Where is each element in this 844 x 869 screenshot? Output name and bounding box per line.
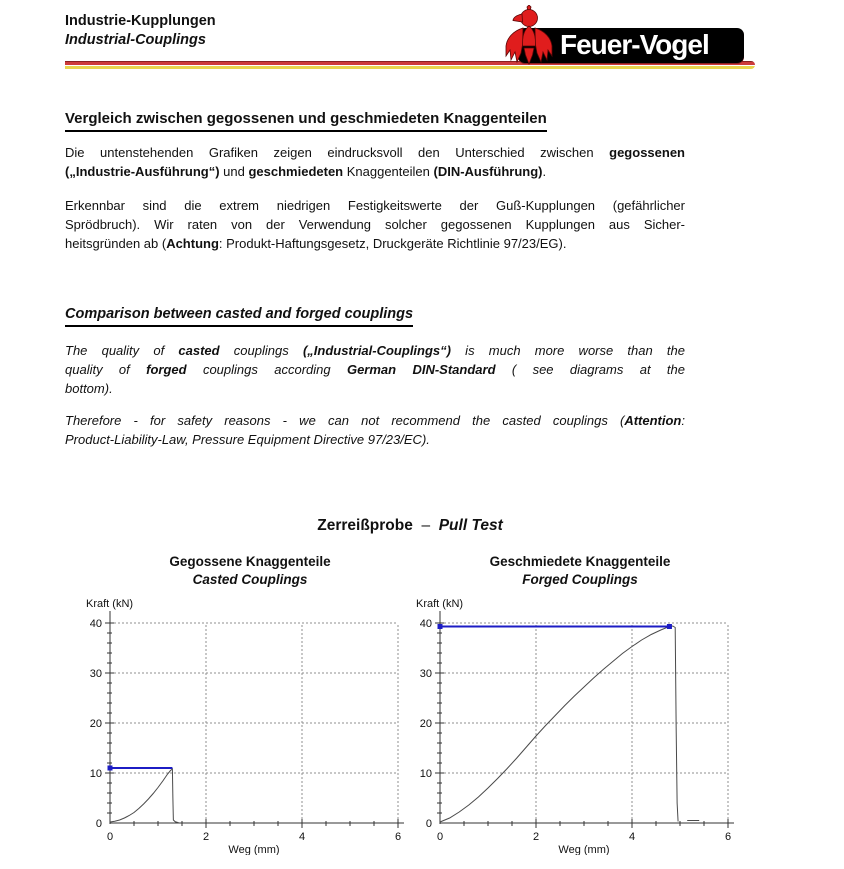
- svg-text:20: 20: [89, 718, 102, 730]
- text-line: Erkennbar sind die extrem niedrigen Festigkeitswerte der Guß-Kupplungen (gefährlicher: [65, 198, 685, 213]
- svg-text:10: 10: [419, 768, 432, 780]
- svg-text:20: 20: [419, 718, 432, 730]
- chart-casted-title-en: Casted Couplings: [192, 572, 308, 587]
- feuer-vogel-bird-icon: [502, 5, 556, 65]
- text-line: Therefore - for safety reasons - we can not recommend the casted couplings (Attention:: [65, 413, 685, 428]
- text-line: Die untenstehenden Grafiken zeigen eindrucksvoll den Unterschied zwischen gegossenen: [65, 145, 685, 160]
- logo-wordmark: Feuer-Vogel: [560, 29, 709, 60]
- text-line: Sprödbruch). Wir raten von der Verwendung solcher gegossenen Kupplungen aus Sicher-: [65, 217, 685, 232]
- svg-text:Kraft (kN): Kraft (kN): [86, 598, 134, 610]
- svg-text:2: 2: [532, 831, 540, 843]
- svg-text:10: 10: [89, 768, 102, 780]
- text-line: quality of forged couplings according German DIN-Standard ( see diagrams at the: [65, 362, 685, 377]
- forged-couplings-chart-svg: [410, 593, 750, 855]
- svg-text:4: 4: [298, 831, 306, 843]
- svg-text:Kraft (kN): Kraft (kN): [416, 598, 464, 610]
- chart-forged-title-en: Forged Couplings: [522, 572, 638, 587]
- chart-forged-couplings: [410, 553, 750, 855]
- text-line: heitsgründen ab (Achtung: Produkt-Haftungsgesetz, Druckgeräte Richtlinie 97/23/EG).: [65, 236, 567, 251]
- svg-text:2: 2: [202, 831, 210, 843]
- svg-text:0: 0: [106, 831, 114, 843]
- german-paragraph-1: [65, 143, 685, 181]
- pull-test-heading: Zerreißprobe – Pull Test: [317, 517, 503, 534]
- english-paragraph-1: [65, 341, 685, 398]
- chart-casted-title-de: Gegossene Knaggenteile: [169, 554, 331, 569]
- svg-text:6: 6: [724, 831, 732, 843]
- chart-casted-couplings: [80, 553, 420, 855]
- german-section-title: Vergleich zwischen gegossenen und geschmiedeten Knaggenteilen: [65, 110, 547, 132]
- casted-couplings-chart-svg: [80, 593, 420, 855]
- svg-text:0: 0: [436, 831, 444, 843]
- text-line: The quality of casted couplings („Industrial-Couplings“) is much more worse than the: [65, 343, 685, 358]
- svg-text:6: 6: [394, 831, 402, 843]
- text-line: bottom).: [65, 381, 113, 396]
- header-title-en: Industrial-Couplings: [65, 32, 206, 48]
- svg-text:30: 30: [89, 668, 102, 680]
- text-line: Product-Liability-Law, Pressure Equipment Directive 97/23/EC).: [65, 432, 430, 447]
- chart-forged-title-de: Geschmiedete Knaggenteile: [489, 554, 671, 569]
- english-paragraph-2: [65, 411, 685, 449]
- svg-text:40: 40: [419, 618, 432, 630]
- svg-text:Weg (mm): Weg (mm): [558, 844, 610, 855]
- svg-text:0: 0: [425, 818, 432, 830]
- text-line: („Industrie-Ausführung“) und geschmiedeten Knaggenteilen (DIN-Ausführung).: [65, 164, 547, 179]
- svg-text:0: 0: [95, 818, 102, 830]
- svg-text:4: 4: [628, 831, 636, 843]
- svg-text:30: 30: [419, 668, 432, 680]
- english-section-title: Comparison between casted and forged couplings: [65, 306, 413, 327]
- german-paragraph-2: [65, 196, 685, 253]
- header-title-de: Industrie-Kupplungen: [65, 13, 216, 29]
- svg-text:40: 40: [89, 618, 102, 630]
- svg-text:Weg (mm): Weg (mm): [228, 844, 280, 855]
